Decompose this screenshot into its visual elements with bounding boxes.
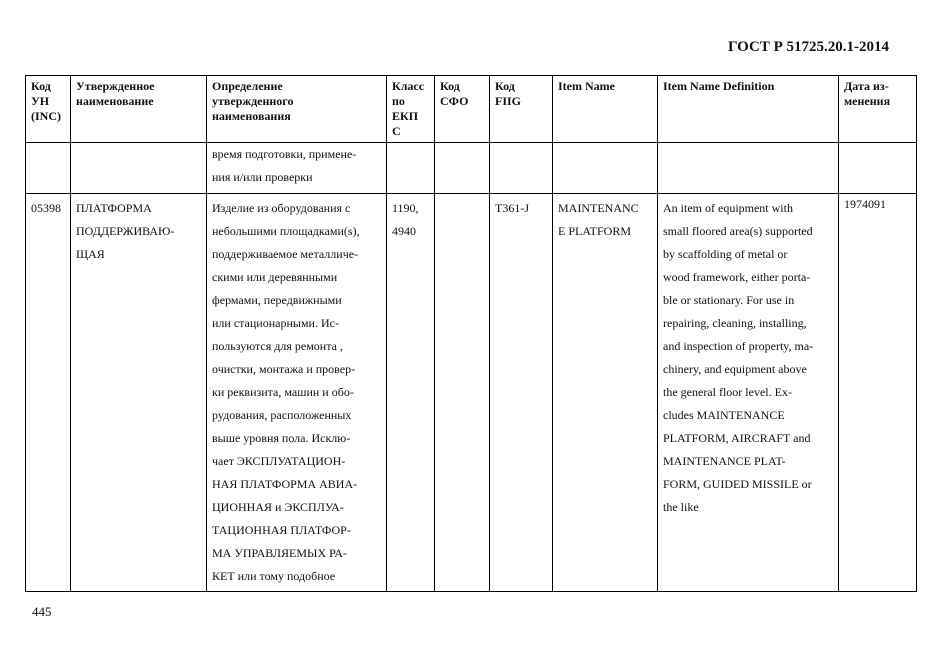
header-inc: Код УН (INC) bbox=[26, 76, 71, 143]
header-class: Класс по ЕКП С bbox=[387, 76, 435, 143]
cell-definition: время подготовки, примене- ния и/или проверки bbox=[207, 143, 387, 194]
header-item-name: Item Name bbox=[553, 76, 658, 143]
cell-item-definition bbox=[658, 143, 839, 194]
cell-inc bbox=[26, 143, 71, 194]
header-fiig: Код FIIG bbox=[490, 76, 553, 143]
header-definition: Определение утвержденного наименования bbox=[207, 76, 387, 143]
table-row bbox=[26, 143, 917, 194]
cell-definition: Изделие из оборудования с небольшими площадками(s), поддерживаемое металличе- скими или деревянными фермами, передвижными или стационарными. Ис- пользуются для ремонта , очистки, монтажа и провер- ки реквизита, машин и обо- рудования, расположенных выше уровня пола. Исклю- чает ЭКСПЛУАТАЦИОН- НАЯ ПЛАТФОРМА АВИА- ЦИОННАЯ и ЭКСПЛУА- ТАЦИОННАЯ ПЛАТФОР- МА УПРАВЛЯЕМЫХ РА- КЕТ или тому подобное bbox=[207, 194, 387, 592]
cell-item-name: MAINTENANC E PLATFORM bbox=[553, 194, 658, 592]
table-row bbox=[26, 194, 917, 592]
cell-date: 1974091 bbox=[839, 194, 917, 592]
document-title: ГОСТ Р 51725.20.1-2014 bbox=[727, 39, 889, 55]
cell-sfo bbox=[435, 194, 490, 592]
cell-item-definition: An item of equipment with small floored area(s) supported by scaffolding of metal or wood framework, either porta- ble or stationary. For use in repairing, cleaning, installing, and inspection of property, ma- chinery, and equipment above the general floor level. Ex- cludes MAINTENANCE PLATFORM, AIRCRAFT and MAINTENANCE PLAT- FORM, GUIDED MISSILE or the like bbox=[658, 194, 839, 592]
cell-item-name bbox=[553, 143, 658, 194]
cell-class bbox=[387, 143, 435, 194]
table-header-row bbox=[26, 76, 917, 143]
catalog-table bbox=[25, 75, 917, 592]
cell-class: 1190, 4940 bbox=[387, 194, 435, 592]
cell-name: ПЛАТФОРМА ПОДДЕРЖИВАЮ- ЩАЯ bbox=[71, 194, 207, 592]
cell-sfo bbox=[435, 143, 490, 194]
cell-inc: 05398 bbox=[26, 194, 71, 592]
header-approved-name: Утвержденное наименование bbox=[71, 76, 207, 143]
cell-fiig bbox=[490, 143, 553, 194]
header-item-name-definition: Item Name Definition bbox=[658, 76, 839, 143]
header-sfo: Код СФО bbox=[435, 76, 490, 143]
cell-fiig: T361-J bbox=[490, 194, 553, 592]
page-number: 445 bbox=[32, 604, 52, 619]
cell-date bbox=[839, 143, 917, 194]
header-change-date: Дата из- менения bbox=[839, 76, 917, 143]
cell-name bbox=[71, 143, 207, 194]
